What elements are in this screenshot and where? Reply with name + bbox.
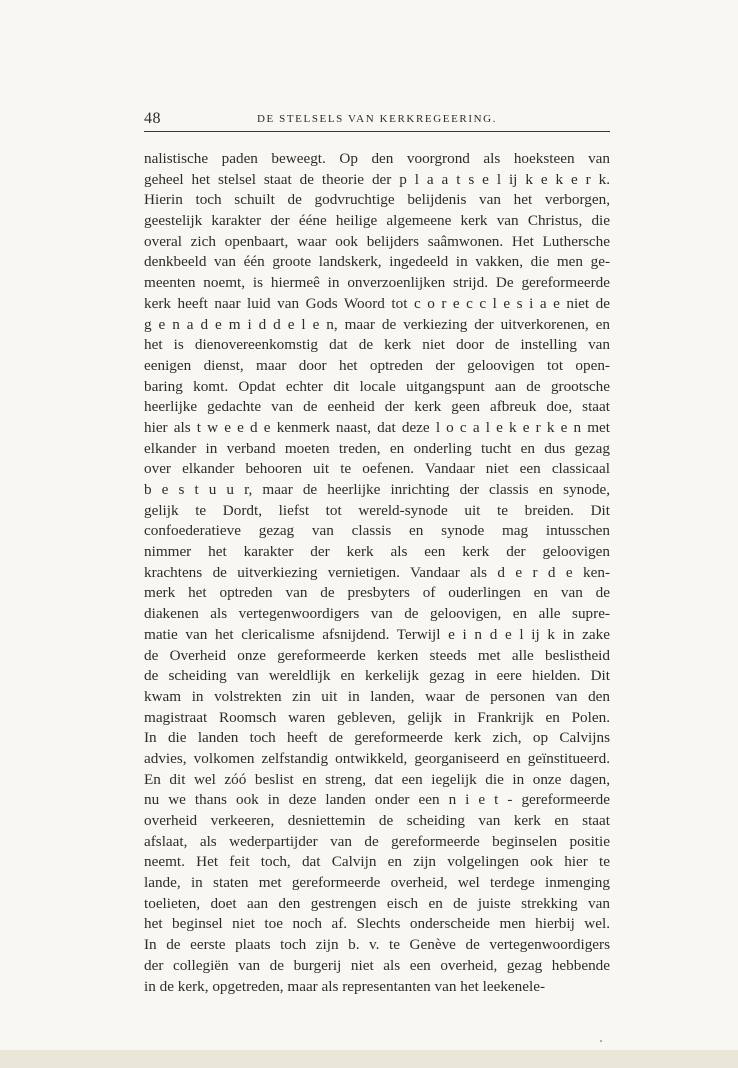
text-line: het is dienovereenkomstig dat de kerk niet door de instelling van	[144, 336, 610, 354]
text-line: advies, volkomen zelfstandig ontwikkeld, georganiseerd en geïnstitueerd.	[144, 749, 610, 767]
text-line: baring komt. Opdat echter dit locale uitgangspunt aan de grootsche	[144, 377, 610, 395]
text-line: toelieten, doet aan den gestrengen eisch en de juiste strekking van	[144, 894, 610, 912]
text-line: afslaat, als wederpartijder van de gereformeerde beginselen positie	[144, 832, 610, 850]
text-line: nalistische paden beweegt. Op den voorgrond als hoeksteen van	[144, 150, 610, 167]
header-rule	[144, 131, 610, 132]
page-header	[144, 109, 610, 131]
text-line: de scheiding van wereldlijk en kerkelijk gezag in eere hielden. Dit	[144, 667, 610, 685]
text-line: Hierin toch schuilt de godvruchtige belijdenis van het verborgen,	[144, 191, 610, 209]
page-number: 48	[144, 110, 161, 127]
text-line: de Overheid onze gereformeerde kerken steeds met alle beslistheid	[144, 646, 610, 664]
text-line: elkander in verband moeten treden, en onderling tucht en dus gezag	[144, 439, 610, 457]
text-line: diakenen als vertegenwoordigers van de geloovigen, en alle supre-	[144, 605, 610, 623]
text-line: het beginsel niet toe noch af. Slechts onderscheide men hierbij wel.	[144, 915, 610, 933]
text-line: eenigen dienst, maar door het optreden der geloovigen tot open-	[144, 356, 610, 374]
text-line: In die landen toch heeft de gereformeerde kerk zich, op Calvijns	[144, 729, 610, 747]
text-line: nimmer het karakter der kerk als een kerk der geloovigen	[144, 543, 610, 561]
text-line: meenten noemt, is hiermeê in onverzoenlijken strijd. De gereformeerde	[144, 274, 610, 292]
paper-speck	[600, 1040, 602, 1042]
text-line: nu we thans ook in deze landen onder een n i e t - gereformeerde	[144, 791, 610, 809]
text-line: matie van het clericalisme afsnijdend. Terwijl e i n d e l ij k in zake	[144, 625, 610, 643]
text-line: kerk heeft naar luid van Gods Woord tot c o r e c c l e s i a e niet de	[144, 294, 610, 312]
text-line: merk het optreden van de presbyters of ouderlingen en van de	[144, 584, 610, 602]
text-line: overal zich openbaart, waar ook belijders saâmwonen. Het Luthersche	[144, 232, 610, 250]
text-line: krachtens de uitverkiezing vernietigen. Vandaar als d e r d e ken-	[144, 563, 610, 581]
text-line: confoederatieve gezag van classis en synode mag intusschen	[144, 522, 610, 540]
text-line: overheid verkeeren, desniettemin de scheiding van kerk en staat	[144, 812, 610, 829]
text-line: geestelijk karakter der ééne heilige algemeene kerk van Christus, die	[144, 212, 610, 230]
text-line: heerlijke gedachte van de eenheid der kerk geen afbreuk doe, staat	[144, 398, 610, 416]
text-line: lande, in staten met gereformeerde overheid, wel terdege inmenging	[144, 874, 610, 892]
text-line: neemt. Het feit toch, dat Calvijn en zijn volgelingen ook hier te	[144, 853, 610, 871]
text-line: In de eerste plaats toch zijn b. v. te Genève de vertegenwoordigers	[144, 936, 610, 954]
text-line: En dit wel zóó beslist en streng, dat een iegelijk die in onze dagen,	[144, 770, 610, 788]
body-text	[144, 149, 610, 997]
text-line: b e s t u u r, maar de heerlijke inrichting der classis en synode,	[144, 481, 610, 498]
text-line: denkbeeld van één groote landskerk, ingedeeld in vakken, die men ge-	[144, 253, 610, 271]
text-line: over elkander behooren uit te oefenen. Vandaar niet een classicaal	[144, 460, 610, 478]
text-line: geheel het stelsel staat de theorie der p l a a t s e l ij k e k e r k.	[144, 170, 610, 188]
text-line: gelijk te Dordt, liefst tot wereld-synode uit te breiden. Dit	[144, 501, 610, 519]
text-line: magistraat Roomsch waren gebleven, gelijk in Frankrijk en Polen.	[144, 708, 610, 726]
text-line: g e n a d e m i d d e l e n, maar de verkiezing der uitverkorenen, en	[144, 315, 610, 333]
text-line: hier als t w e e d e kenmerk naast, dat deze l o c a l e k e r k e n met	[144, 418, 610, 436]
text-line: in de kerk, opgetreden, maar als representanten van het leekenele-	[144, 977, 546, 995]
running-title: DE STELSELS VAN KERKREGEERING.	[256, 113, 498, 125]
text-line: der collegiën van de burgerij niet als een overheid, gezag hebbende	[144, 956, 610, 974]
text-line: kwam in volstrekten zin uit in landen, waar de personen van den	[144, 687, 610, 705]
